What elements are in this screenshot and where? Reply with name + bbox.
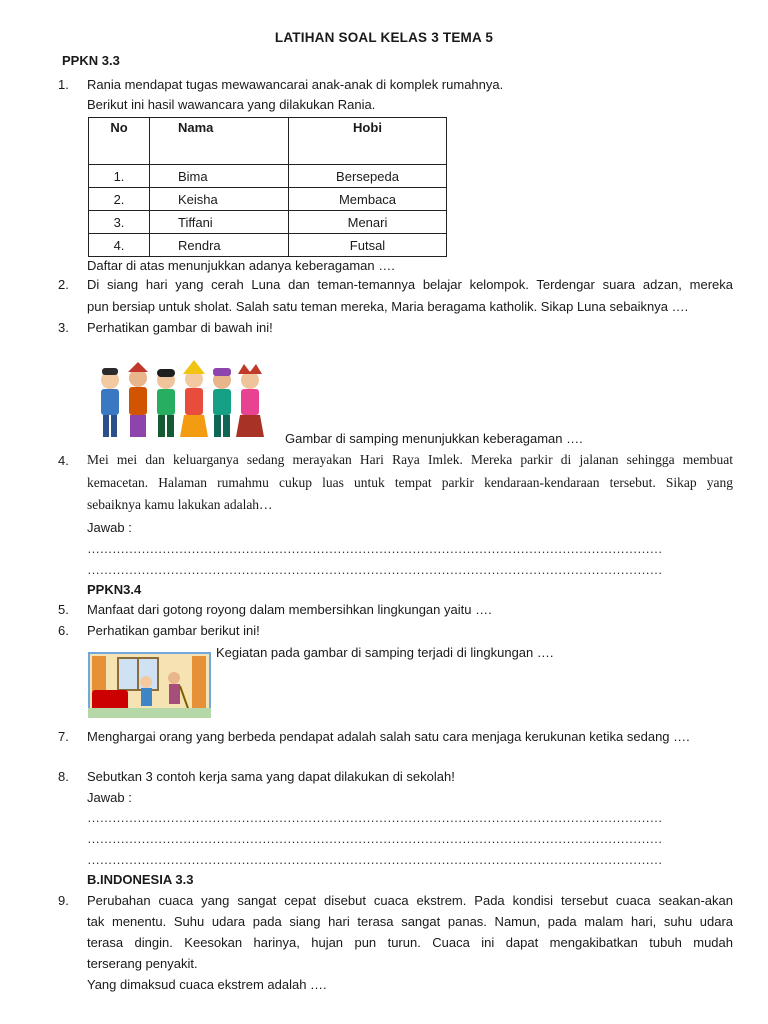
question-number: 2. (58, 277, 69, 292)
question-text: tak menentu. Suhu udara pada siang hari terasa sangat panas. Namun, pada malam hari, suhu udara (87, 914, 733, 929)
interview-table (88, 117, 447, 257)
question-text: terasa dingin. Keesokan harinya, hujan pun turun. Cuaca ini dapat mengakibatkan tubuh mudah (87, 935, 733, 950)
table-cell: Membaca (289, 188, 447, 211)
question-text: Perhatikan gambar berikut ini! (87, 623, 260, 638)
answer-dotted-line: ………………………………………………………………………………………………………………………… (87, 852, 662, 867)
table-row (89, 165, 447, 188)
table-cell: Bersepeda (289, 165, 447, 188)
table-cell: Bima (150, 165, 289, 188)
question-text: Manfaat dari gotong royong dalam membersihkan lingkungan yaitu …. (87, 602, 492, 617)
question-text: Menghargai orang yang berbeda pendapat adalah salah satu cara menjaga kerukunan ketika sedang …. (87, 729, 690, 744)
table-cell: Tiffani (150, 211, 289, 234)
question-number: 6. (58, 623, 69, 638)
question-text: kemacetan. Halaman rumahmu cukup luas untuk tempat parkir kendaraan-kendaraan tersebut. Sikap yang (87, 475, 733, 490)
answer-dotted-line: ………………………………………………………………………………………………………………………… (87, 562, 662, 577)
question-number: 5. (58, 602, 69, 617)
question-text: Rania mendapat tugas mewawancarai anak-anak di komplek rumahnya. (87, 77, 504, 92)
table-row (89, 211, 447, 234)
section-heading-ppkn-3-3: PPKN 3.3 (62, 53, 120, 68)
question-text: Di siang hari yang cerah Luna dan teman-temannya belajar kelompok. Terdengar suara adzan, mereka (87, 277, 733, 292)
question-number: 4. (58, 453, 69, 468)
table-header-nama: Nama (150, 118, 289, 165)
question-number: 3. (58, 320, 69, 335)
section-heading-ppkn-3-4: PPKN3.4 (87, 582, 142, 597)
table-cell: Keisha (150, 188, 289, 211)
table-header-hobi: Hobi (289, 118, 447, 165)
answer-label: Jawab : (87, 520, 132, 535)
question-text: Perubahan cuaca yang sangat cepat disebut cuaca ekstrem. Pada kondisi tersebut cuaca seakan-akan (87, 893, 733, 908)
table-row (89, 188, 447, 211)
table-cell: 4. (89, 234, 150, 257)
table-cell: 3. (89, 211, 150, 234)
table-cell: Futsal (289, 234, 447, 257)
cleaning-house-illustration (88, 652, 211, 718)
answer-label: Jawab : (87, 790, 132, 805)
question-number: 9. (58, 893, 69, 908)
table-header-row (89, 118, 447, 165)
question-text: Daftar di atas menunjukkan adanya keberagaman …. (87, 258, 395, 273)
question-text: Mei mei dan keluarganya sedang merayakan Hari Raya Imlek. Mereka parkir di jalanan sehingga membuat (87, 452, 733, 467)
question-number: 7. (58, 729, 69, 744)
traditional-costume-children-illustration (94, 358, 280, 444)
page-title: LATIHAN SOAL KELAS 3 TEMA 5 (274, 30, 494, 45)
answer-dotted-line: ………………………………………………………………………………………………………………………… (87, 810, 662, 825)
question-text: Berikut ini hasil wawancara yang dilakukan Rania. (87, 97, 376, 112)
table-header-no: No (89, 118, 150, 165)
table-cell: Rendra (150, 234, 289, 257)
question-text: terserang penyakit. (87, 956, 198, 971)
question-text: Kegiatan pada gambar di samping terjadi di lingkungan …. (216, 645, 554, 660)
table-row (89, 234, 447, 257)
table-cell: Menari (289, 211, 447, 234)
question-text: Gambar di samping menunjukkan keberagaman …. (285, 431, 583, 446)
question-number: 8. (58, 769, 69, 784)
question-number: 1. (58, 77, 69, 92)
question-text: Perhatikan gambar di bawah ini! (87, 320, 273, 335)
answer-dotted-line: ………………………………………………………………………………………………………………………… (87, 831, 662, 846)
table-cell: 2. (89, 188, 150, 211)
question-text: pun bersiap untuk sholat. Salah satu teman mereka, Maria beragama katholik. Sikap Luna sebaiknya …. (87, 299, 689, 314)
section-heading-bindonesia-3-3: B.INDONESIA 3.3 (87, 872, 194, 887)
answer-dotted-line: ………………………………………………………………………………………………………………………… (87, 541, 662, 556)
question-text: sebaiknya kamu lakukan adalah… (87, 497, 273, 512)
question-text: Yang dimaksud cuaca ekstrem adalah …. (87, 977, 327, 992)
question-text: Sebutkan 3 contoh kerja sama yang dapat dilakukan di sekolah! (87, 769, 455, 784)
table-cell: 1. (89, 165, 150, 188)
